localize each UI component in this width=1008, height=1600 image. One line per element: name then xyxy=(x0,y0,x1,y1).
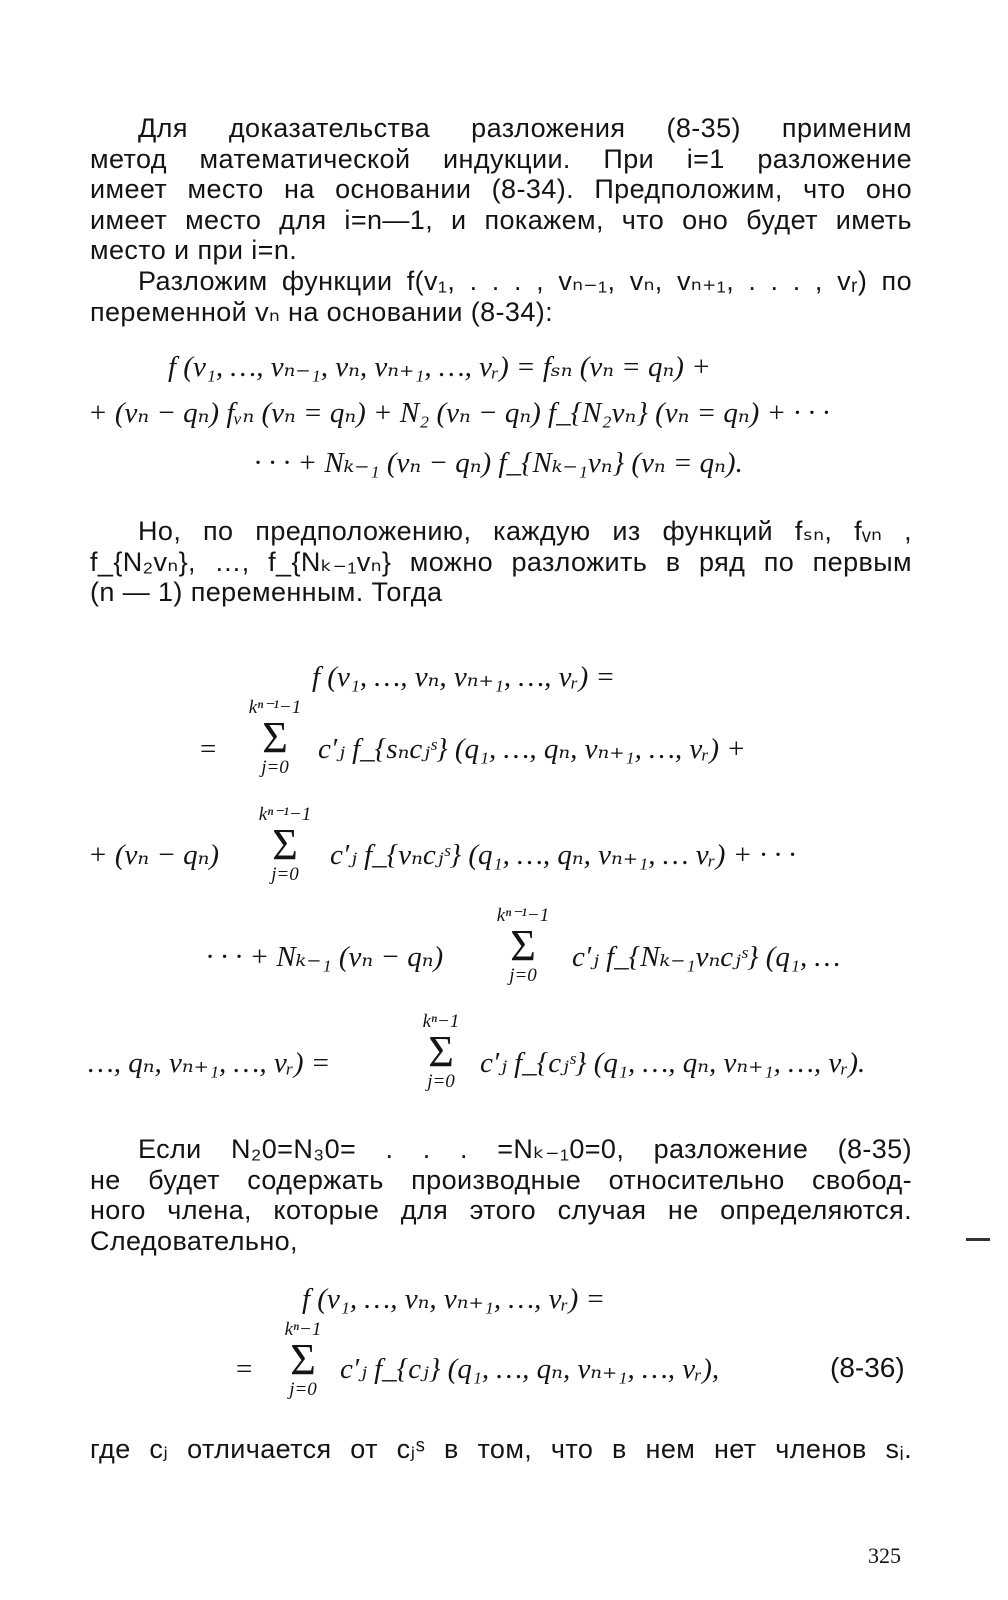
text-line: (n — 1) переменным. Тогда xyxy=(90,577,443,607)
page-number: 325 xyxy=(868,1543,901,1568)
equals-sign: = xyxy=(236,1353,253,1385)
equation-2-line-4: c′ⱼ f_{Nₖ₋₁vₙcⱼˢ} (q₁, … xyxy=(572,941,841,973)
summation-1 xyxy=(244,698,306,778)
equation-number: (8-36) xyxy=(830,1352,905,1383)
equation-2-line-5-prefix: …, qₙ, vₙ₊₁, …, vᵣ) = xyxy=(88,1047,331,1079)
text-line: где cⱼ отличается от cⱼˢ в том, что в нем нет членов sᵢ. xyxy=(90,1434,912,1464)
text-line: имеет место для i=n—1, и покажем, что оно будет иметь xyxy=(90,204,912,235)
sum-upper-limit: kⁿ⁻¹−1 xyxy=(258,804,312,825)
sum-lower-limit: j=0 xyxy=(271,864,299,885)
sum-upper-limit: kⁿ⁻¹−1 xyxy=(496,905,550,926)
text-line: f_{N₂vₙ}, …, f_{Nₖ₋₁vₙ} можно разложить в ряд по первым xyxy=(90,546,912,577)
text-line: ного члена, которые для этого случая не определяются. xyxy=(90,1195,912,1225)
paragraph-conclusion xyxy=(90,1434,912,1465)
equation-1-line-3: · · · + Nₖ₋₁ (vₙ − qₙ) f_{Nₖ₋₁vₙ} (vₙ = qₙ). xyxy=(254,447,743,479)
paragraph-assumption xyxy=(90,516,912,608)
margin-mark xyxy=(966,1238,990,1241)
sum-lower-limit: j=0 xyxy=(427,1071,455,1092)
text-line: Следовательно, xyxy=(90,1225,298,1256)
paragraph-induction-intro xyxy=(90,113,912,266)
sum-upper-limit: kⁿ−1 xyxy=(284,1319,322,1340)
equation-3-line-2: c′ⱼ f_{cⱼ} (q₁, …, qₙ, vₙ₊₁, …, vᵣ), xyxy=(340,1353,720,1385)
sum-upper-limit: kⁿ⁻¹−1 xyxy=(248,697,302,718)
sigma-symbol: Σ xyxy=(428,1027,454,1076)
text-line: переменной vₙ на основании (8-34): xyxy=(90,296,554,327)
text-line: не будет содержать производные относительно свобод- xyxy=(90,1164,912,1195)
equation-2-line-1: f (v₁, …, vₙ, vₙ₊₁, …, vᵣ) = xyxy=(312,661,616,693)
sum-lower-limit: j=0 xyxy=(509,965,537,986)
text-line: Для доказательства разложения (8-35) применим xyxy=(138,113,912,143)
sum-lower-limit: j=0 xyxy=(261,757,289,778)
equation-3-line-1: f (v₁, …, vₙ, vₙ₊₁, …, vᵣ) = xyxy=(302,1283,606,1315)
equation-2-line-5: c′ⱼ f_{cⱼˢ} (q₁, …, qₙ, vₙ₊₁, …, vᵣ). xyxy=(480,1047,866,1079)
sigma-symbol: Σ xyxy=(272,820,298,869)
sigma-symbol: Σ xyxy=(510,921,536,970)
text-line: Но, по предположению, каждую из функций fₛₙ, fᵥₙ , xyxy=(138,516,912,546)
text-line: имеет место на основании (8-34). Предположим, что оно xyxy=(90,174,912,204)
equation-1-line-2: + (vₙ − qₙ) fᵥₙ (vₙ = qₙ) + N₂ (vₙ − qₙ) f_{N₂vₙ} (vₙ = qₙ) + · · · xyxy=(88,397,830,429)
equals-sign: = xyxy=(200,733,217,765)
text-line: метод математической индукции. При i=1 разложение xyxy=(90,143,912,174)
text-line: место и при i=n. xyxy=(90,235,298,265)
summation-2 xyxy=(254,805,316,885)
equation-1-line-1: f (v₁, …, vₙ₋₁, vₙ, vₙ₊₁, …, vᵣ) = fₛₙ (vₙ = qₙ) + xyxy=(168,351,711,383)
sum-lower-limit: j=0 xyxy=(289,1379,317,1400)
summation-3 xyxy=(486,906,560,986)
equation-2-line-3-prefix: + (vₙ − qₙ) xyxy=(88,839,220,871)
sigma-symbol: Σ xyxy=(290,1335,316,1384)
equation-2-line-3: c′ⱼ f_{vₙcⱼˢ} (q₁, …, qₙ, vₙ₊₁, … vᵣ) + · · · xyxy=(330,839,796,871)
paragraph-therefore xyxy=(90,1134,912,1256)
sigma-symbol: Σ xyxy=(262,713,288,762)
text-line: Если N₂0=N₃0= . . . =Nₖ₋₁0=0, разложение (8-35) xyxy=(138,1134,912,1164)
equation-2-line-4-prefix: · · · + Nₖ₋₁ (vₙ − qₙ) xyxy=(206,941,444,973)
text-line: Разложим функции f(v₁, . . . , vₙ₋₁, vₙ, vₙ₊₁, . . . , vᵣ) по xyxy=(138,266,912,296)
equation-2-line-2: c′ⱼ f_{sₙcⱼˢ} (q₁, …, qₙ, vₙ₊₁, …, vᵣ) + xyxy=(318,733,746,765)
summation-4 xyxy=(410,1012,472,1092)
paragraph-expand-functions xyxy=(90,266,912,327)
sum-upper-limit: kⁿ−1 xyxy=(422,1011,460,1032)
summation-5 xyxy=(272,1320,334,1400)
